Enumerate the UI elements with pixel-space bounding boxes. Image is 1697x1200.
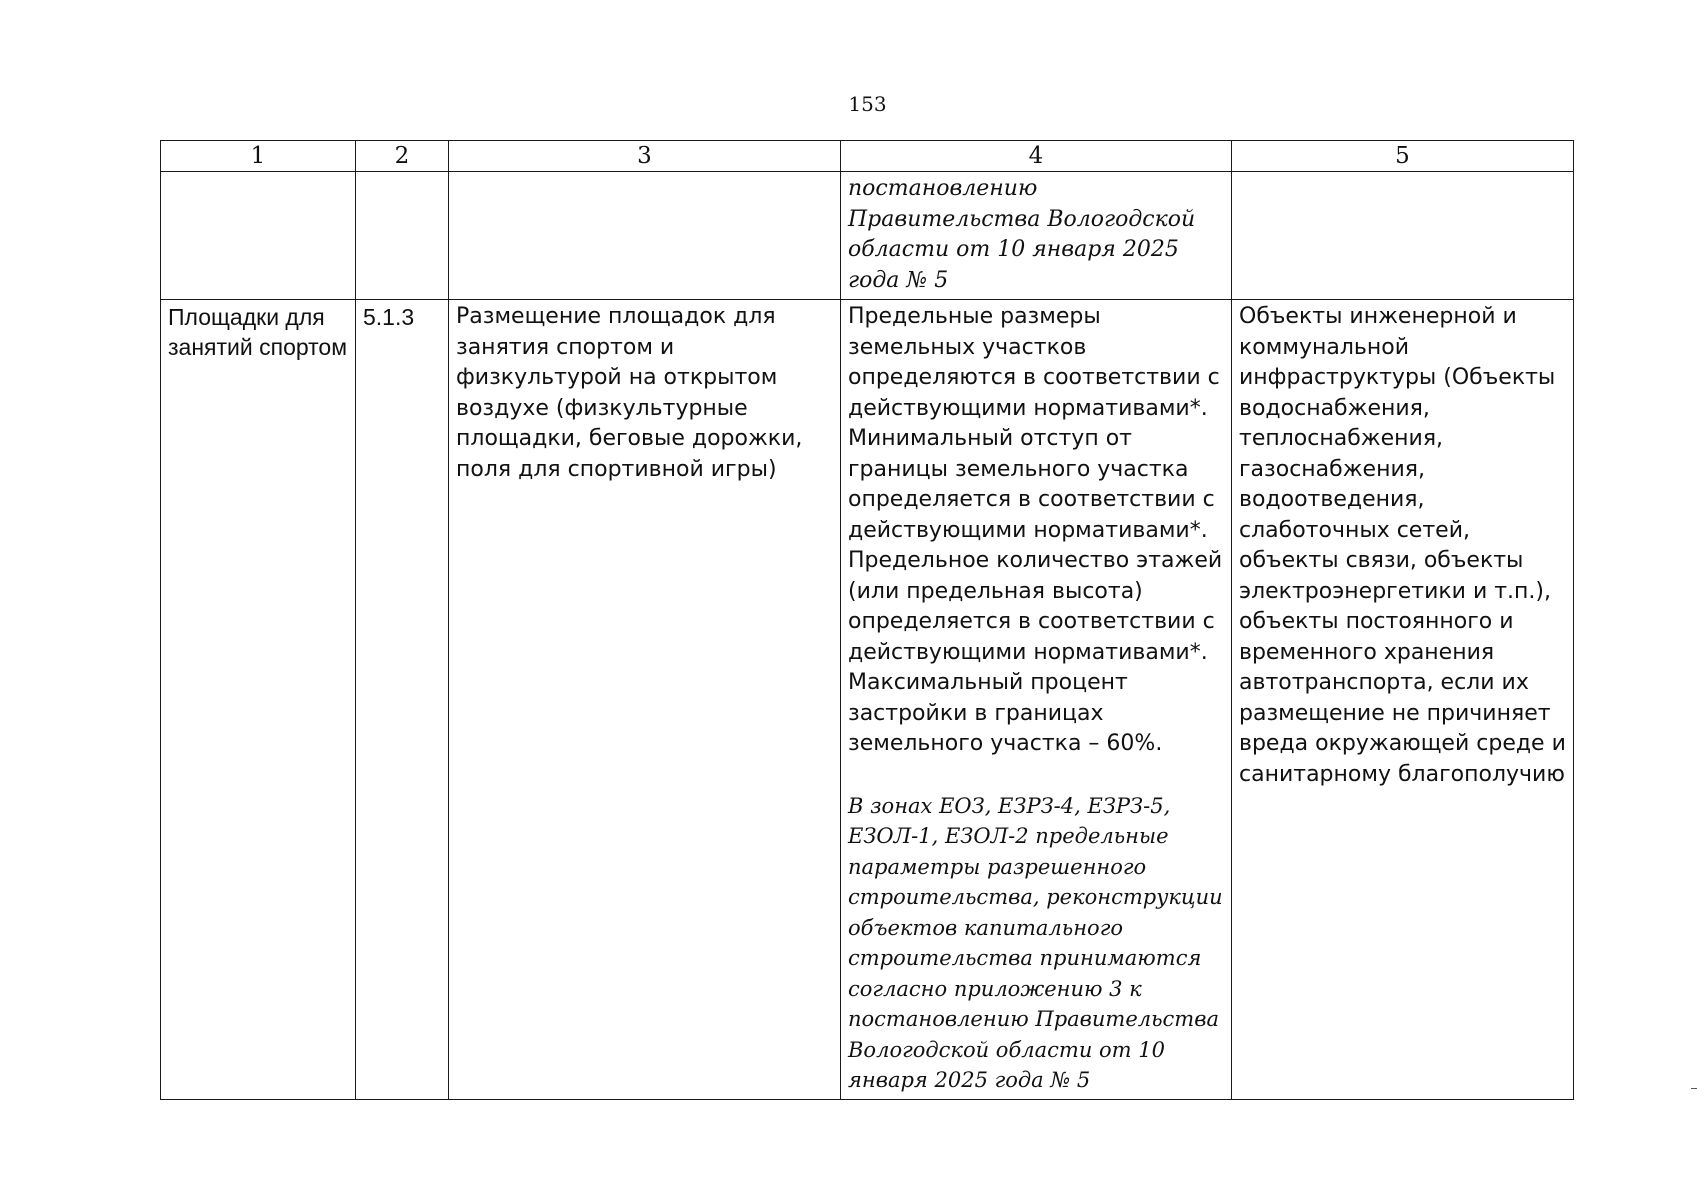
page-number: 153 <box>848 92 887 116</box>
cell-empty <box>356 172 449 300</box>
use-code: 5.1.3 <box>356 300 449 1100</box>
parameter-plot-size: Предельные размеры земельных участков определяются в соответствии с действующими нормативами*. <box>848 304 1220 421</box>
auxiliary-uses: Объекты инженерной и коммунальной инфраструктуры (Объекты водоснабжения, теплоснабжения, газоснабжения, водоотведения, слаботочных сетей, объекты связи, объекты электроэнергетики и т.п.), объекты постоянного и временного хранения автотранспорта, если их размещение не причиняет вреда окружающей среде и санитарному благополучию <box>1232 300 1574 1100</box>
parameter-setback: Минимальный отступ от границы земельного участка определяется в соответствии с действующими нормативами*. <box>848 426 1215 543</box>
cell-empty <box>449 172 841 300</box>
continuation-text: постановлению Правительства Вологодской области от 10 января 2025 года № 5 <box>841 172 1232 300</box>
cell-empty <box>1232 172 1574 300</box>
parameter-floors: Предельное количество этажей (или предельная высота) определяется в соответствии с действующими нормативами*. <box>848 548 1223 665</box>
column-header-5: 5 <box>1232 141 1574 172</box>
scan-artifact <box>1691 1088 1697 1089</box>
column-header-1: 1 <box>161 141 356 172</box>
column-header-3: 3 <box>449 141 841 172</box>
column-header-2: 2 <box>356 141 449 172</box>
table-row <box>161 300 1574 1100</box>
parameter-coverage: Максимальный процент застройки в границах земельного участка – 60%. <box>848 670 1163 756</box>
use-parameters <box>841 300 1232 1100</box>
cell-empty <box>161 172 356 300</box>
column-header-4: 4 <box>841 141 1232 172</box>
use-description: Размещение площадок для занятия спортом и физкультурой на открытом воздухе (физкультурные площадки, беговые дорожки, поля для спортивной игры) <box>449 300 841 1100</box>
table-header-row <box>161 141 1574 172</box>
zones-note: В зонах ЕОЗ, ЕЗРЗ-4, ЕЗРЗ-5, ЕЗОЛ-1, ЕЗОЛ-2 предельные параметры разрешенного строительства, реконструкции объектов капитального строительства принимаются согласно приложению 3 к постановлению Правительства Вологодской области от 10 января 2025 года № 5 <box>848 793 1223 1092</box>
regulations-table <box>160 140 1574 1100</box>
use-name: Площадки для занятий спортом <box>161 300 356 1100</box>
table-row-continuation <box>161 172 1574 300</box>
